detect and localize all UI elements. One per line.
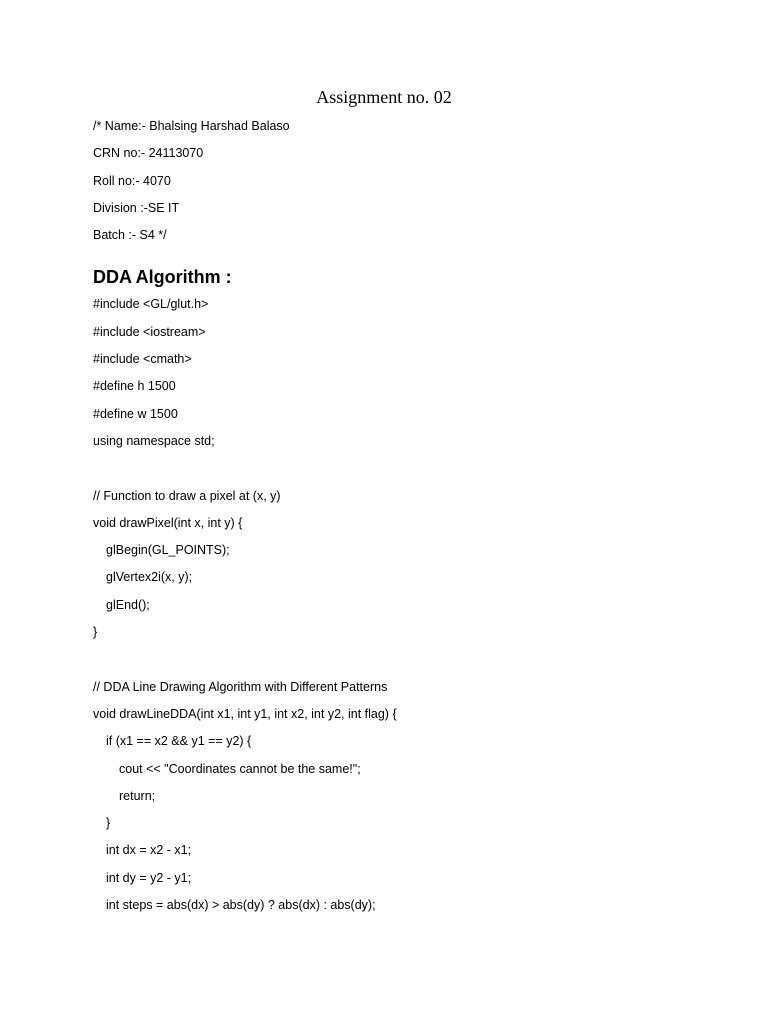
document-title: Assignment no. 02 [316,87,452,107]
code-line: #define h 1500 [93,379,176,394]
code-line: #include <GL/glut.h> [93,297,209,312]
code-line: void drawPixel(int x, int y) { [93,515,243,530]
code-line: int dx = x2 - x1; [106,843,192,858]
code-line: cout << "Coordinates cannot be the same!"; [119,761,361,776]
code-line: } [106,816,111,831]
code-line: int steps = abs(dx) > abs(dy) ? abs(dx) : abs(dy); [106,898,376,913]
header-division-line: Division :-SE IT [93,200,180,215]
code-line: glEnd(); [106,597,150,612]
code-line: #include <cmath> [93,352,192,367]
code-line: return; [119,788,156,803]
section-heading: DDA Algorithm : [93,267,232,288]
code-comment: // DDA Line Drawing Algorithm with Different Patterns [93,679,388,694]
document-body [93,116,733,922]
header-roll-line: Roll no:- 4070 [93,173,171,188]
blank-line [93,649,733,676]
code-line: int dy = y2 - y1; [106,870,192,885]
header-batch-line: Batch :- S4 */ [93,228,167,243]
code-line: using namespace std; [93,433,215,448]
header-crn-line: CRN no:- 24113070 [93,146,204,161]
code-comment: // Function to draw a pixel at (x, y) [93,488,281,503]
code-line: glVertex2i(x, y); [106,570,193,585]
code-line: } [93,625,98,640]
blank-line [93,458,733,485]
code-line: #include <iostream> [93,324,206,339]
code-line: glBegin(GL_POINTS); [106,543,230,558]
code-line: void drawLineDDA(int x1, int y1, int x2, int y2, int flag) { [93,706,397,721]
code-line: #define w 1500 [93,406,178,421]
header-name-line: /* Name:- Bhalsing Harshad Balaso [93,119,290,133]
code-line: if (x1 == x2 && y1 == y2) { [106,734,252,749]
